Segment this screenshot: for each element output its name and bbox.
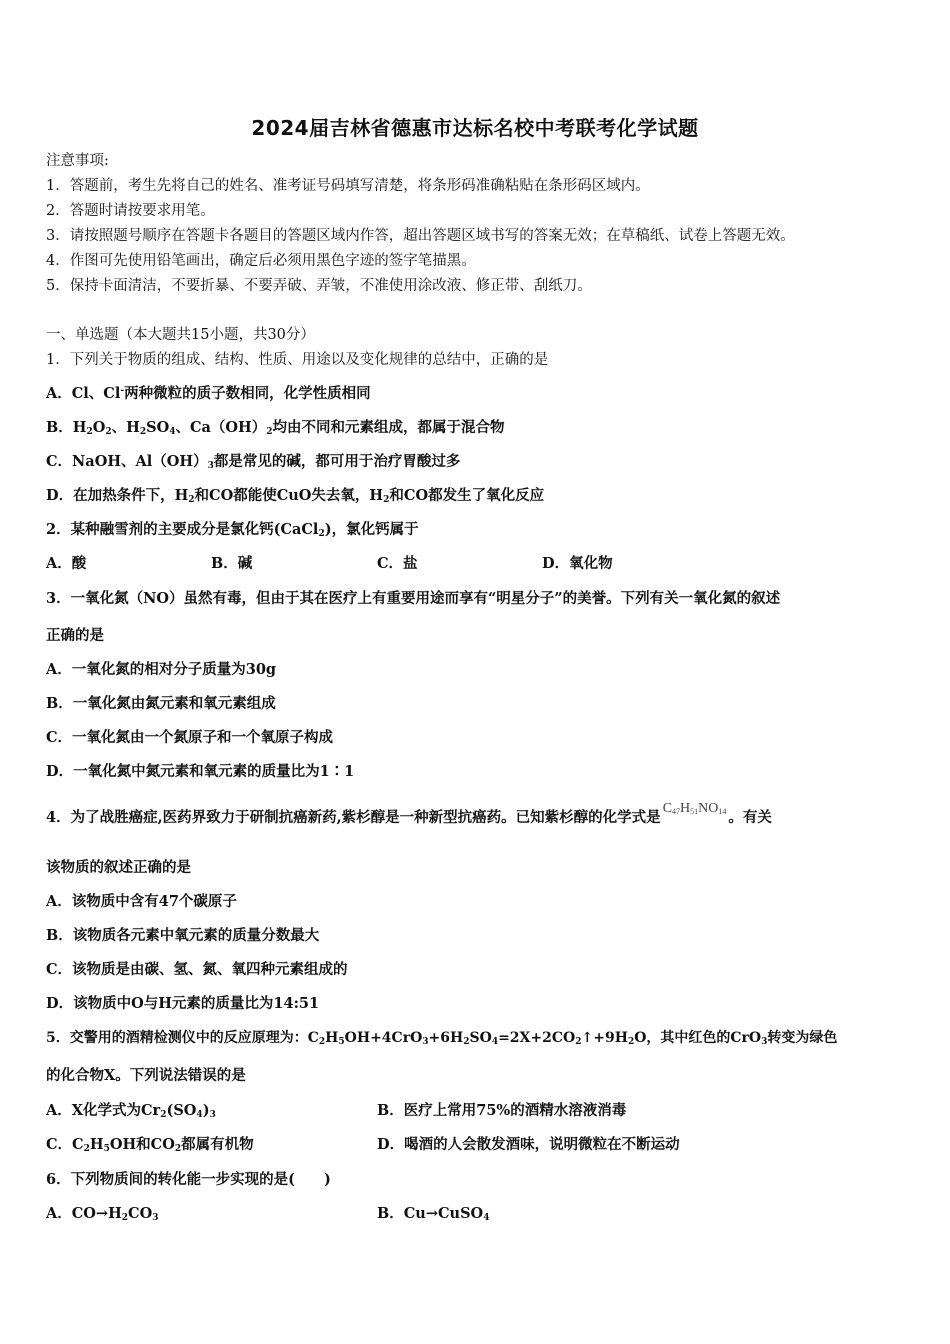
q1-option-c: C．NaOH、$Al(OH)_3$都是常见的碱，都可用于治疗胃酸过多 bbox=[46, 453, 461, 471]
q6-stem: 6．下列物质间的转化能一步实现的是( ) bbox=[46, 1171, 331, 1188]
q3-option-b: B．一氧化氮由氮元素和氧元素组成 bbox=[46, 695, 276, 712]
q5-option-b: B．医疗上常用75%的酒精水溶液消毒 bbox=[377, 1102, 627, 1119]
q5-option-d: D．喝酒的人会散发酒味，说明微粒在不断运动 bbox=[377, 1136, 680, 1153]
q1-option-a: A．Cl、Cl-两种微粒的质子数相同，化学性质相同 bbox=[46, 385, 371, 402]
section-heading: 一、单选题（本大题共15小题，共30分） bbox=[46, 327, 315, 343]
q5-stem-line2: 的化合物X。下列说法错误的是 bbox=[46, 1067, 246, 1084]
q4-option-d: D．该物质中O与H元素的质量比为14:51 bbox=[46, 995, 320, 1012]
q3-option-c: C．一氧化氮由一个氮原子和一个氧原子构成 bbox=[46, 729, 334, 746]
notice-heading: 注意事项: bbox=[46, 153, 109, 169]
q5-option-c: C．$C_2H_5OH$和$CO_2$都属有机物 bbox=[46, 1136, 254, 1154]
notice-item-3: 3．请按照题号顺序在答题卡各题目的答题区域内作答，超出答题区域书写的答案无效；在草稿纸、试卷上答题无效。 bbox=[46, 228, 795, 244]
page-title: 2024届吉林省德惠市达标名校中考联考化学试题 bbox=[251, 116, 699, 140]
q4-formula: $C_{47}H_{51}NO_{14}$ bbox=[662, 801, 727, 816]
notice-item-1: 1．答题前，考生先将自己的姓名、准考证号码填写清楚，将条形码准确粘贴在条形码区域内。 bbox=[46, 178, 650, 194]
q3-option-a: A．一氧化氮的相对分子质量为30g bbox=[46, 661, 277, 678]
q2-option-d: D．氧化物 bbox=[542, 555, 613, 572]
notice-item-2: 2．答题时请按要求用笔。 bbox=[46, 203, 215, 219]
q1-option-d: D．在加热条件下，$H_2$和CO都能使CuO失去氧，$H_2$和CO都发生了氧化反应 bbox=[46, 487, 545, 505]
q6-option-a: A．$CO\to H_2CO_3$ bbox=[46, 1205, 159, 1223]
q2-option-c: C．盐 bbox=[377, 555, 418, 572]
q4-option-c: C．该物质是由碳、氢、氮、氧四种元素组成的 bbox=[46, 961, 348, 978]
q1-option-b: B．$H_2O_2$、$H_2SO_4$、$Ca(OH)_2$均由不同和元素组成，都属于混合物 bbox=[46, 419, 505, 437]
q3-stem-line1: 3．一氧化氮（NO）虽然有毒，但由于其在医疗上有重要用途而享有“明星分子”的美誉。下列有关一氧化氮的叙述 bbox=[46, 590, 781, 607]
notice-item-4: 4．作图可先使用铅笔画出，确定后必须用黑色字迹的签字笔描黑。 bbox=[46, 253, 476, 269]
q4-stem-line2: 该物质的叙述正确的是 bbox=[46, 859, 191, 876]
q4-option-b: B．该物质各元素中氧元素的质量分数最大 bbox=[46, 927, 320, 944]
q2-option-b: B．碱 bbox=[211, 555, 253, 572]
q1-stem: 1．下列关于物质的组成、结构、性质、用途以及变化规律的总结中，正确的是 bbox=[46, 352, 549, 368]
q6-option-b: B．Cu→CuSO$_4$ bbox=[377, 1205, 490, 1223]
q4-option-a: A．该物质中含有47个碳原子 bbox=[46, 893, 237, 910]
notice-item-5: 5．保持卡面清洁，不要折暴、不要弄破、弄皱，不准使用涂改液、修正带、刮纸刀。 bbox=[46, 278, 592, 294]
q5-option-a: A．X化学式为$Cr_2(SO_4)_3$ bbox=[46, 1102, 216, 1120]
q2-option-a: A．酸 bbox=[46, 555, 87, 572]
q4-stem-line1: 4．为了战胜癌症,医药界致力于研制抗癌新药,紫杉醇是一种新型抗癌药。已知紫杉醇的化学式是$C_{47}H_{51}NO_{14}$ 。有关 bbox=[46, 801, 772, 826]
q5-stem-line1: 5．交警用的酒精检测仪中的反应原理为：$C_2H_5OH+4CrO_3+6H_2SO_4=2X+2CO_2↑+9H_2O$，其中红色的CrO$_3$转变为绿色 bbox=[46, 1030, 838, 1047]
q3-stem-line2: 正确的是 bbox=[46, 627, 104, 644]
q3-option-d: D．一氧化氮中氮元素和氧元素的质量比为1∶1 bbox=[46, 763, 355, 780]
q2-stem: 2．某种融雪剂的主要成分是氯化钙(CaCl$_2$)，氯化钙属于 bbox=[46, 521, 419, 539]
